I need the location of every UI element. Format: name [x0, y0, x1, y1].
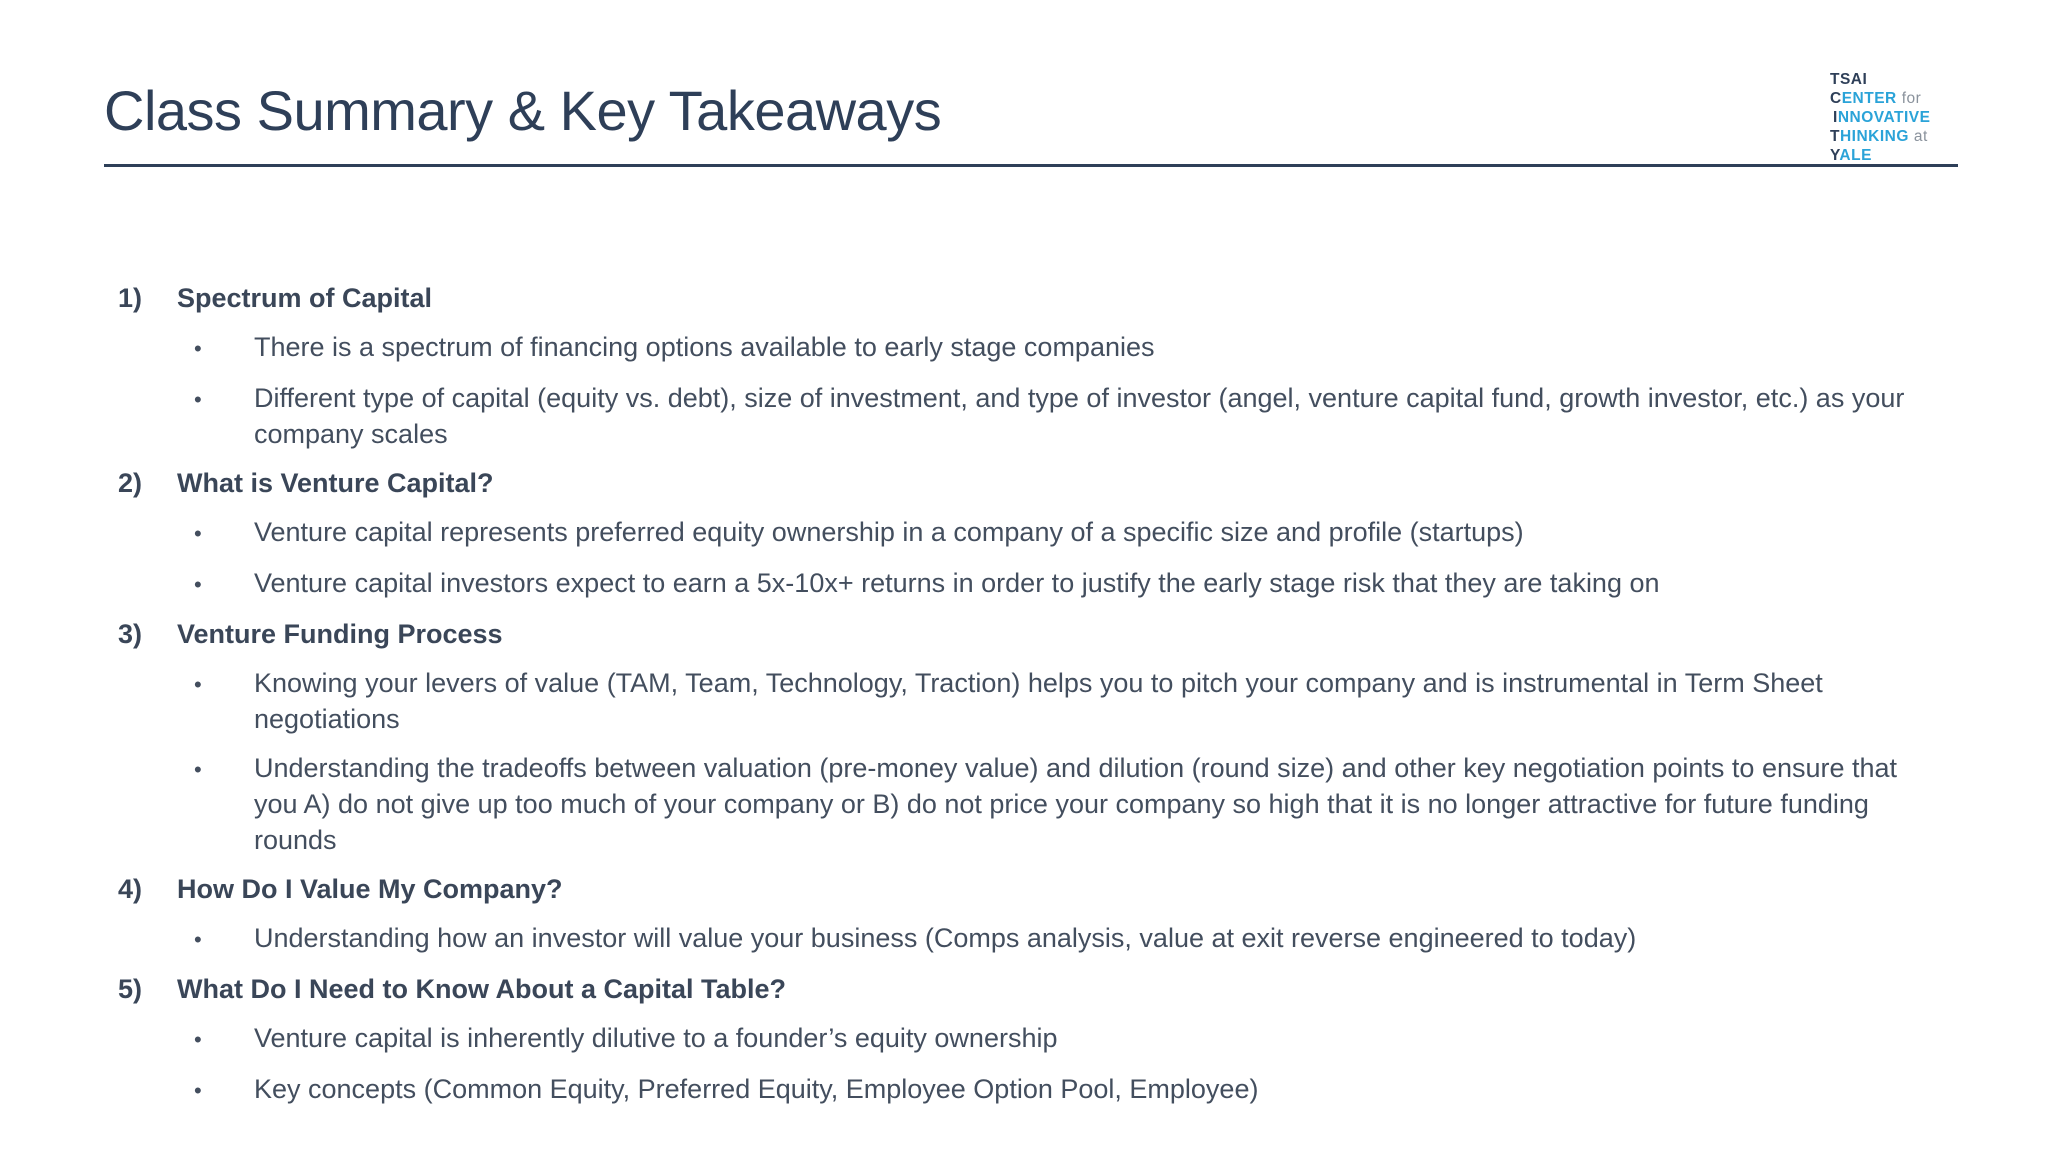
section-number: 4)	[118, 874, 143, 904]
logo-line-5-rest: ALE	[1839, 147, 1872, 164]
list-item	[194, 329, 1918, 367]
takeaways-list	[118, 280, 1918, 1122]
bullet-icon: •	[194, 927, 202, 952]
logo-line-5	[1830, 146, 1930, 165]
bullet-icon: •	[194, 672, 202, 697]
section-1-heading	[118, 280, 1918, 316]
section-number: 2)	[118, 468, 143, 498]
list-item-text: Key concepts (Common Equity, Preferred Equity, Employee Option Pool, Employee)	[254, 1074, 1259, 1104]
bullet-icon: •	[194, 336, 202, 361]
bullet-icon: •	[194, 387, 202, 412]
logo-line-4-rest: HINKING	[1839, 128, 1909, 145]
logo-line-5-initial: Y	[1830, 147, 1840, 164]
section-number: 3)	[118, 619, 143, 649]
list-item-text: Understanding how an investor will value your business (Comps analysis, value at exit reverse engineered to today)	[254, 923, 1637, 953]
logo-line-3-rest: NNOVATIVE	[1837, 109, 1931, 126]
bullet-icon: •	[194, 757, 202, 782]
title-divider	[104, 164, 1958, 167]
section-title: What is Venture Capital?	[177, 468, 494, 498]
logo-line-2	[1830, 89, 1930, 108]
logo-line-2-small: for	[1901, 90, 1922, 107]
list-item	[194, 750, 1918, 858]
section-3-heading	[118, 616, 1918, 652]
section-title: Venture Funding Process	[177, 619, 503, 649]
section-number: 5)	[118, 974, 143, 1004]
slide-title: Class Summary & Key Takeaways	[104, 79, 942, 142]
logo-line-3	[1830, 108, 1930, 127]
section-number: 1)	[118, 283, 143, 313]
bullet-icon: •	[194, 1078, 202, 1103]
list-item-text: Venture capital represents preferred equity ownership in a company of a specific size and profile (startups)	[254, 517, 1524, 547]
list-item-text: There is a spectrum of financing options available to early stage companies	[254, 332, 1155, 362]
list-item	[194, 1020, 1918, 1058]
bullet-icon: •	[194, 521, 202, 546]
bullet-icon: •	[194, 572, 202, 597]
list-item	[194, 920, 1918, 958]
section-title: How Do I Value My Company?	[177, 874, 563, 904]
list-item	[194, 380, 1918, 452]
list-item	[194, 514, 1918, 552]
list-item-text: Venture capital is inherently dilutive to a founder’s equity ownership	[254, 1023, 1058, 1053]
section-title: Spectrum of Capital	[177, 283, 433, 313]
logo-line-3-initial: I	[1833, 109, 1838, 126]
tsai-center-logo	[1830, 70, 1930, 165]
list-item	[194, 1071, 1918, 1109]
section-title: What Do I Need to Know About a Capital Table?	[177, 974, 786, 1004]
list-item	[194, 565, 1918, 603]
logo-line-2-initial: C	[1830, 90, 1842, 107]
logo-line-1	[1830, 70, 1930, 89]
list-item-text: Venture capital investors expect to earn a 5x-10x+ returns in order to justify the early stage risk that they are taking on	[254, 568, 1660, 598]
section-2-heading	[118, 465, 1918, 501]
logo-line-2-rest: ENTER	[1841, 90, 1897, 107]
section-4-heading	[118, 871, 1918, 907]
logo-line-4	[1830, 127, 1930, 146]
logo-line-4-initial: T	[1830, 128, 1840, 145]
list-item	[194, 665, 1918, 737]
list-item-text: Different type of capital (equity vs. debt), size of investment, and type of investor (angel, venture capital fund, growth investor, etc.) as your company scales	[254, 383, 1905, 449]
logo-line-1-text: TSAI	[1830, 71, 1868, 88]
logo-line-4-small: at	[1913, 128, 1928, 145]
list-item-text: Understanding the tradeoffs between valuation (pre-money value) and dilution (round size) and other key negotiation points to ensure that you A) do not give up too much of your company or B) do not price your company so high that it is no longer attractive for future funding rounds	[254, 753, 1898, 855]
bullet-icon: •	[194, 1027, 202, 1052]
section-5-heading	[118, 971, 1918, 1007]
list-item-text: Knowing your levers of value (TAM, Team, Technology, Traction) helps you to pitch your company and is instrumental in Term Sheet negotiations	[254, 668, 1823, 734]
